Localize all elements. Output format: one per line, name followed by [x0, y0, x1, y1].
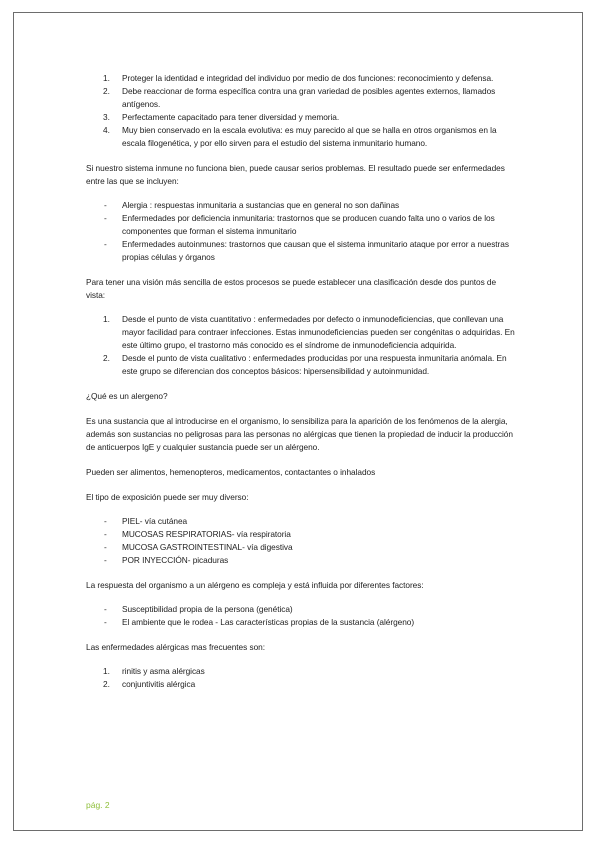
list-number: 4. [103, 125, 110, 135]
page-number: pág. 2 [86, 800, 110, 810]
paragraph-types: Pueden ser alimentos, hemenopteros, medicamentos, contactantes o inhalados [86, 467, 376, 477]
list-item-text: Desde el punto de vista cuantitativo : enfermedades por defecto o inmunodeficiencias, que conllevan una mayor facilidad para contraer infecciones. Estas inmunodeficiencias pueden ser congénitas o adquiridas. En este último grupo, el trastorno más conocido es el síndrome de inmunodeficiencia adquirida. [122, 314, 515, 350]
list-item-text: Alergia : respuestas inmunitaria a sustancias que en general no son dañinas [122, 200, 400, 210]
list-dash: - [104, 529, 107, 539]
document-body [86, 72, 516, 691]
list-item-text: MUCOSAS RESPIRATORIAS- vía respiratoria [122, 529, 291, 539]
list-dash: - [104, 555, 107, 565]
list-dash: - [104, 516, 107, 526]
viewpoints-list [86, 313, 516, 378]
list-item [86, 616, 516, 629]
list-number: 2. [103, 353, 110, 363]
list-item [86, 72, 516, 85]
list-item [86, 85, 516, 111]
list-item-text: Susceptibilidad propia de la persona (genética) [122, 604, 293, 614]
list-number: 2. [103, 679, 110, 689]
list-item-text: conjuntivitis alérgica [122, 679, 196, 689]
paragraph-exposure: El tipo de exposición puede ser muy diverso: [86, 492, 249, 502]
list-item-text: Enfermedades autoinmunes: trastornos que causan que el sistema inmunitario ataque por error a nuestras propias células y órganos [122, 239, 509, 262]
functions-list [86, 72, 516, 150]
diseases-list [86, 199, 516, 264]
list-number: 1. [103, 73, 110, 83]
list-item [86, 199, 516, 212]
list-item-text: Perfectamente capacitado para tener diversidad y memoria. [122, 112, 340, 122]
list-item-text: Muy bien conservado en la escala evolutiva: es muy parecido al que se halla en otros organismos en la escala filogenética, y por ello sirven para el estudio del sistema inmunitario humano. [122, 125, 497, 148]
list-number: 3. [103, 112, 110, 122]
exposure-list [86, 515, 516, 567]
section-question: ¿Qué es un alergeno? [86, 391, 168, 401]
list-dash: - [104, 239, 107, 249]
list-item-text: Enfermedades por deficiencia inmunitaria: trastornos que se producen cuando falta uno o varios de los componentes que forman el sistema inmunitario [122, 213, 495, 236]
frequent-list [86, 665, 516, 691]
list-item-text: rinitis y asma alérgicas [122, 666, 205, 676]
list-item [86, 111, 516, 124]
paragraph-response: La respuesta del organismo a un alérgeno es compleja y está influida por diferentes factores: [86, 580, 424, 590]
list-item-text: PIEL- vía cutánea [122, 516, 188, 526]
list-item [86, 541, 516, 554]
list-item [86, 352, 516, 378]
paragraph-definition: Es una sustancia que al introducirse en el organismo, lo sensibiliza para la aparición de los fenómenos de la alergia, además son sustancias no peligrosas para las personas no alérgicas que tienen la propiedad de inducir la producción de anticuerpos IgE y cualquier sustancia puede ser un alérgeno. [86, 416, 513, 452]
list-item [86, 554, 516, 567]
list-number: 1. [103, 314, 110, 324]
list-item [86, 678, 516, 691]
list-dash: - [104, 617, 107, 627]
list-item [86, 313, 516, 352]
list-item-text: POR INYECCIÓN- picaduras [122, 555, 229, 565]
paragraph-classification: Para tener una visión más sencilla de estos procesos se puede establecer una clasificación desde dos puntos de vista: [86, 277, 497, 300]
list-item-text: Proteger la identidad e integridad del individuo por medio de dos funciones: reconocimiento y defensa. [122, 73, 494, 83]
list-item-text: Debe reaccionar de forma específica contra una gran variedad de posibles agentes externos, llamados antígenos. [122, 86, 496, 109]
list-item [86, 238, 516, 264]
list-dash: - [104, 200, 107, 210]
list-item [86, 603, 516, 616]
list-item-text: Desde el punto de vista cualitativo : enfermedades producidas por una respuesta inmunitaria anómala. En este grupo se diferencian dos conceptos básicos: hipersensibilidad y autoinmunidad. [122, 353, 507, 376]
list-dash: - [104, 604, 107, 614]
paragraph-frequent: Las enfermedades alérgicas mas frecuentes son: [86, 642, 265, 652]
list-item [86, 515, 516, 528]
paragraph-problems: Si nuestro sistema inmune no funciona bien, puede causar serios problemas. El resultado puede ser enfermedades entre las que se incluyen: [86, 163, 505, 186]
list-item-text: MUCOSA GASTROINTESTINAL- vía digestiva [122, 542, 293, 552]
factors-list [86, 603, 516, 629]
list-dash: - [104, 542, 107, 552]
list-item [86, 665, 516, 678]
list-item [86, 528, 516, 541]
list-number: 1. [103, 666, 110, 676]
list-number: 2. [103, 86, 110, 96]
list-item [86, 212, 516, 238]
list-dash: - [104, 213, 107, 223]
list-item-text: El ambiente que le rodea - Las características propias de la sustancia (alérgeno) [122, 617, 415, 627]
list-item [86, 124, 516, 150]
